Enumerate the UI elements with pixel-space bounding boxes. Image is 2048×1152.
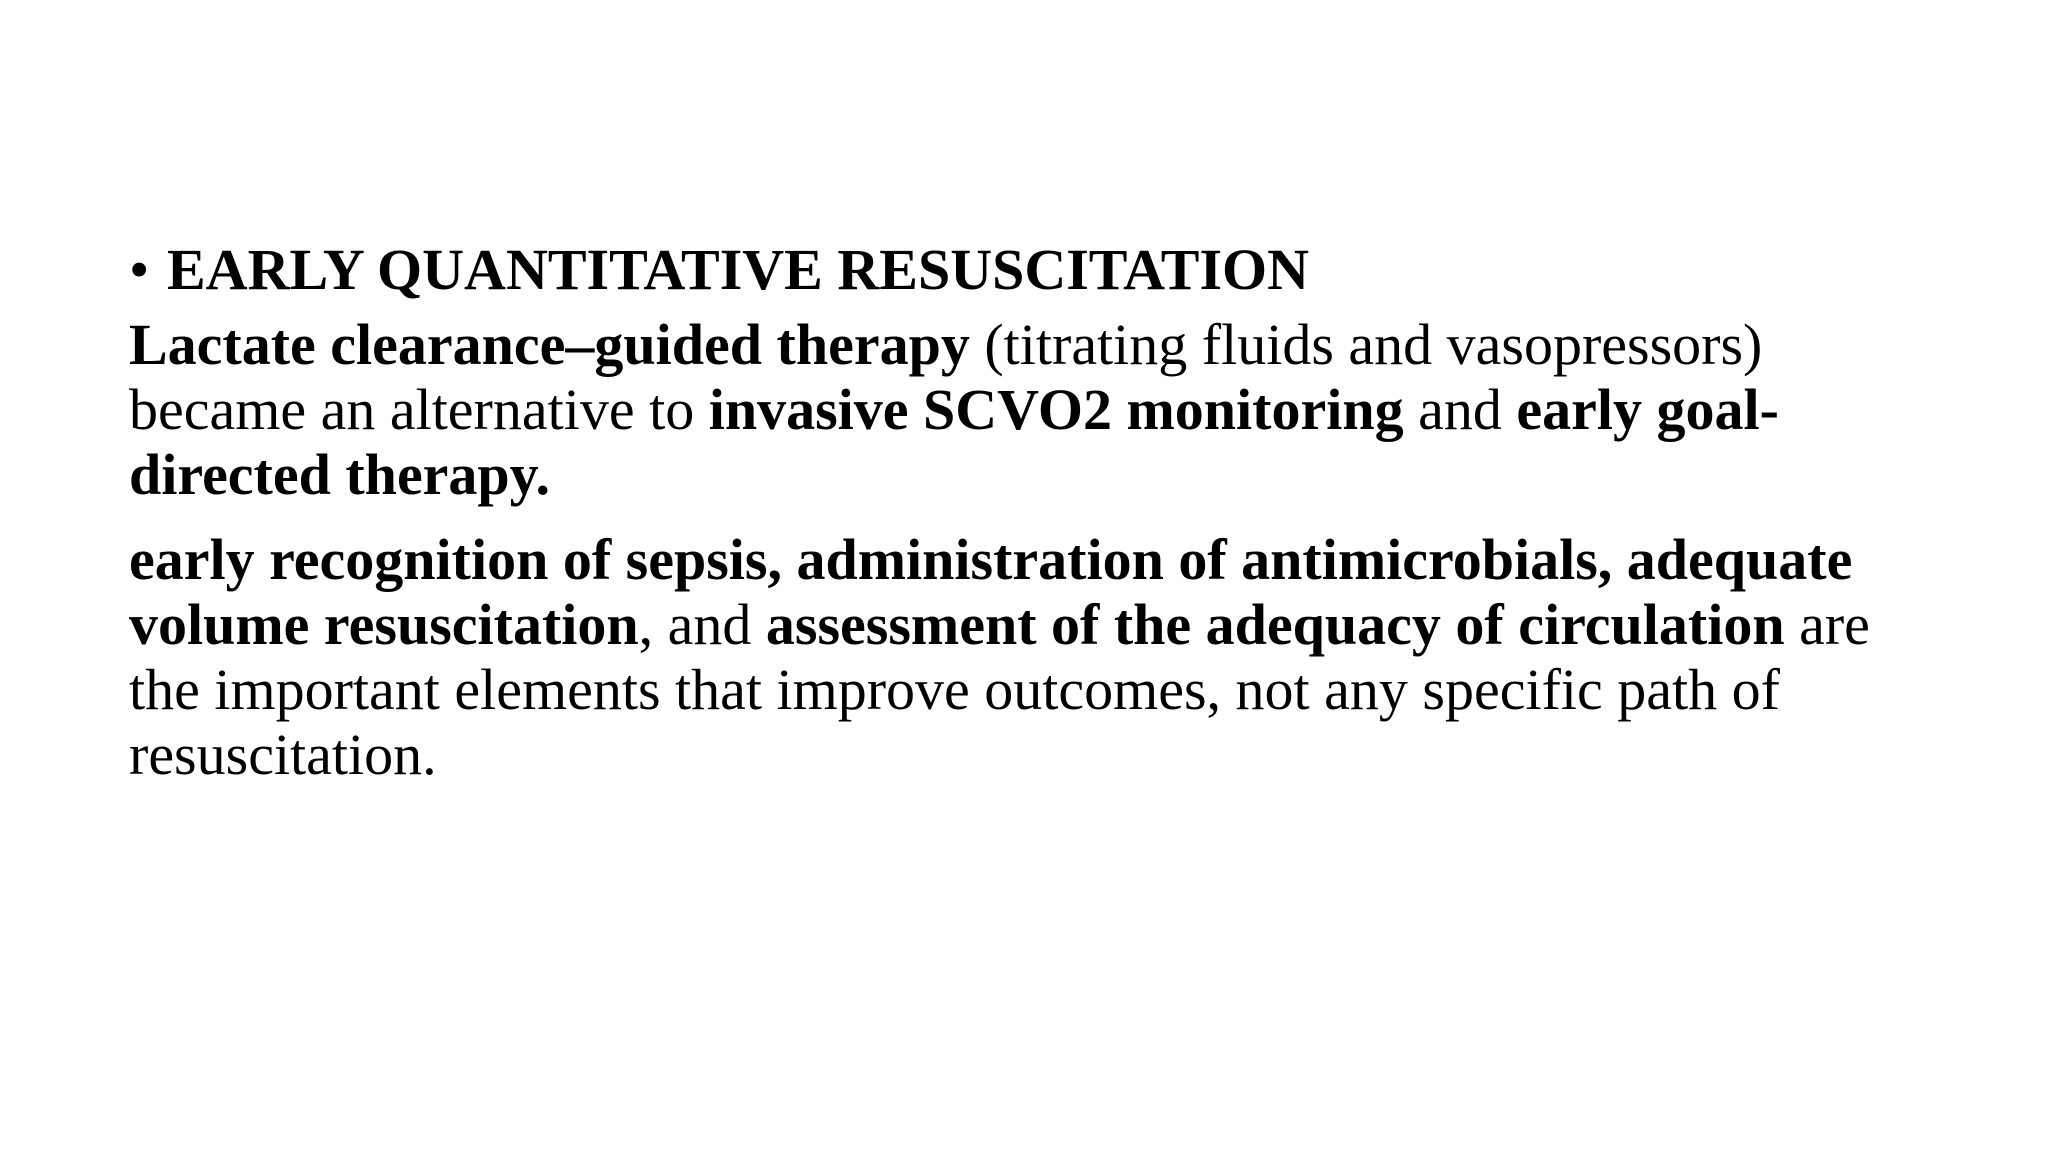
paragraph2-bold-recognition: early recognition of sepsis, administration of antimicrobials, adequate volume resuscitation xyxy=(129,527,1853,657)
slide-heading xyxy=(129,232,1889,308)
paragraph1-bold-egdt: early goal-directed therapy. xyxy=(129,377,1779,507)
paragraph2-bold-assessment: assessment of the adequacy of circulation xyxy=(765,592,1785,657)
slide-content xyxy=(129,232,1889,787)
paragraph2-text-and: , and xyxy=(638,592,766,657)
bullet-icon: • xyxy=(129,237,150,302)
paragraph-lactate-therapy xyxy=(129,312,1889,507)
paragraph-key-elements xyxy=(129,527,1889,787)
paragraph1-text-titrating: (titrating fluids and vasopressors) became an alternative to xyxy=(129,312,1763,442)
paragraph2-text-outcomes: are the important elements that improve outcomes, not any specific path of resuscitation. xyxy=(129,592,1870,787)
paragraph1-text-and: and xyxy=(1403,377,1517,442)
paragraph1-bold-lactate: Lactate clearance–guided therapy xyxy=(129,312,970,377)
heading-text: EARLY QUANTITATIVE RESUSCITATION xyxy=(167,237,1310,302)
paragraph1-bold-scvo2: invasive SCVO2 monitoring xyxy=(708,377,1404,442)
